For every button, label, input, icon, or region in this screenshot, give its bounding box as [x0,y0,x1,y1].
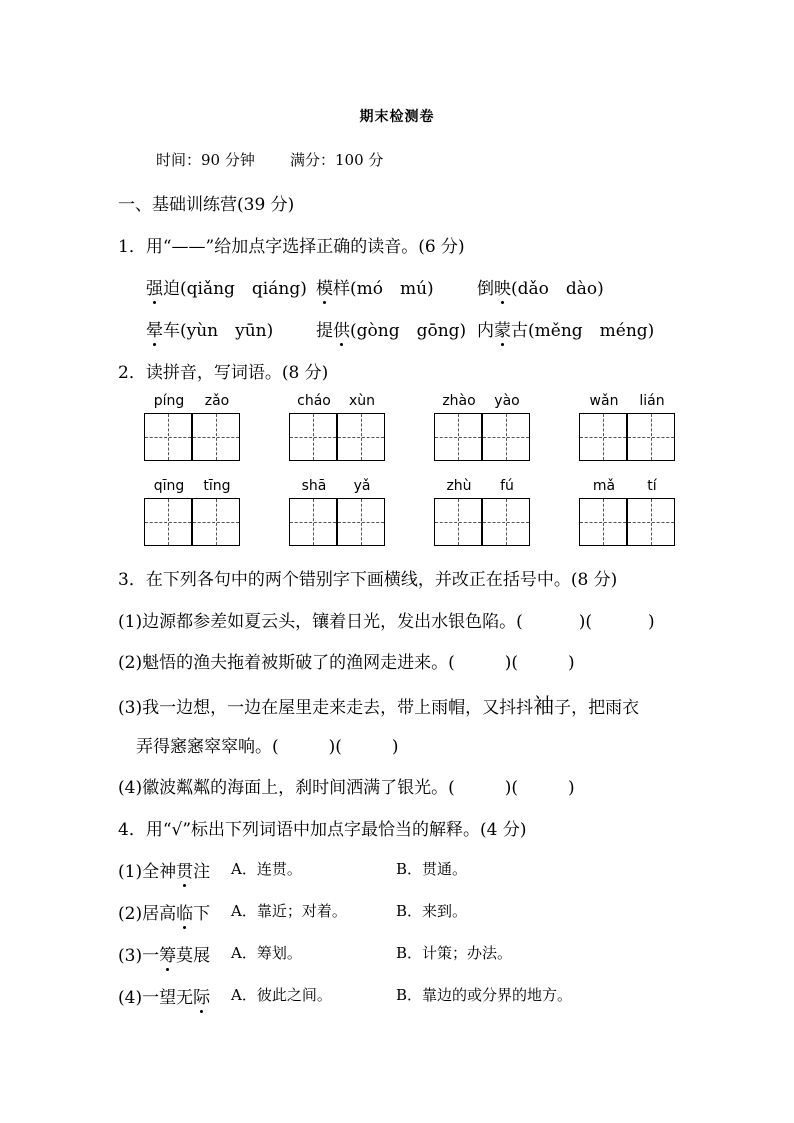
question-1 [118,232,465,257]
writing-box[interactable] [434,498,482,546]
q3-sentence-3: (3)我一边想，一边在屋里走来走去，带上雨帽，又抖抖袖子，把雨衣 [118,694,640,718]
pinyin-grid: qīng tīng [144,478,242,548]
page-title: 期末检测卷 [359,109,435,125]
writing-box[interactable] [289,498,337,546]
q3-sentence-1: (1)边源都参差如夏云头，镶着日光，发出水银色陷。( )( ) [118,612,655,632]
pinyin-grid: zhào yào [434,393,532,463]
exam-score: 满分：100 分 [290,151,384,169]
question-3 [118,565,617,590]
option-b[interactable]: B．计策；办法。 [396,944,513,962]
section-heading: 一、基础训练营(39 分) [118,195,295,215]
dotted-char: 蒙 [494,316,511,341]
question-4 [118,815,527,840]
q1-item-6: 内蒙古(měng méng) [477,316,654,341]
question-number: 4． [118,820,146,840]
option-b[interactable]: B．来到。 [396,902,468,920]
question-number: 1． [118,237,146,257]
q1-item-4: 晕车(yùn yūn) [146,316,273,341]
option-b[interactable]: B．靠边的或分界的地方。 [396,986,573,1004]
question-text: 读拼音，写词语。(8 分) [145,363,329,383]
q1-item-3: 倒映(dǎo dào) [477,274,604,299]
pinyin-grid: mǎ tí [579,478,677,548]
option-a[interactable]: A．靠近；对着。 [231,902,347,920]
question-2 [118,358,328,383]
q3-sentence-2: (2)魁悟的渔夫拖着被斯破了的渔网走进来。( )( ) [118,653,575,673]
writing-box[interactable] [627,498,675,546]
dotted-char: 模 [316,274,333,299]
writing-box[interactable] [144,498,192,546]
q4-item-2: (2)居高临下 [118,899,210,924]
writing-box[interactable] [192,498,240,546]
pinyin-grid: píng zǎo [144,393,242,463]
option-b[interactable]: B．贯通。 [396,860,468,878]
dotted-char: 映 [494,274,511,299]
q4-item-1: (1)全神贯注 [118,857,210,882]
writing-box[interactable] [337,498,385,546]
dotted-char: 强 [146,274,163,299]
q1-item-1: 强迫(qiǎng qiáng) [146,274,307,299]
dotted-char: 际 [193,983,210,1008]
writing-box[interactable] [192,413,240,461]
question-text: 在下列各句中的两个错别字下画横线，并改正在括号中。(8 分) [145,570,618,590]
writing-box[interactable] [144,413,192,461]
dotted-char: 供 [333,316,350,341]
writing-box[interactable] [627,413,675,461]
question-text: 用“——”给加点字选择正确的读音。(6 分) [145,237,465,257]
option-a[interactable]: A．连贯。 [231,860,302,878]
pinyin-grid: zhù fú [434,478,532,548]
exam-time: 时间：90 分钟 [156,151,255,169]
writing-box[interactable] [434,413,482,461]
dotted-char: 贯 [176,857,193,882]
q4-item-3: (3)一筹莫展 [118,941,210,966]
q4-item-4: (4)一望无际 [118,983,210,1008]
question-number: 3． [118,570,146,590]
question-text: 用“√”标出下列词语中加点字最恰当的解释。(4 分) [145,820,527,840]
q3-sentence-3-cont: 弄得窸窸窣窣响。( )( ) [136,737,399,757]
question-number: 2． [118,363,146,383]
dotted-char: 晕 [146,316,163,341]
option-a[interactable]: A．筹划。 [231,944,302,962]
writing-box[interactable] [337,413,385,461]
pinyin-grid: wǎn lián [579,393,677,463]
dotted-char: 筹 [159,941,176,966]
q1-item-2: 模样(mó mú) [316,274,434,299]
writing-box[interactable] [579,413,627,461]
writing-box[interactable] [482,413,530,461]
q1-item-5: 提供(gòng gōng) [316,316,466,341]
q3-sentence-4: (4)徽波粼粼的海面上，刹时间洒满了银光。( )( ) [118,778,575,798]
dotted-char: 临 [176,899,193,924]
option-a[interactable]: A．彼此之间。 [231,986,332,1004]
writing-box[interactable] [579,498,627,546]
writing-box[interactable] [482,498,530,546]
pinyin-grid: cháo xùn [289,393,387,463]
writing-box[interactable] [289,413,337,461]
pinyin-grid: shā yǎ [289,478,387,548]
